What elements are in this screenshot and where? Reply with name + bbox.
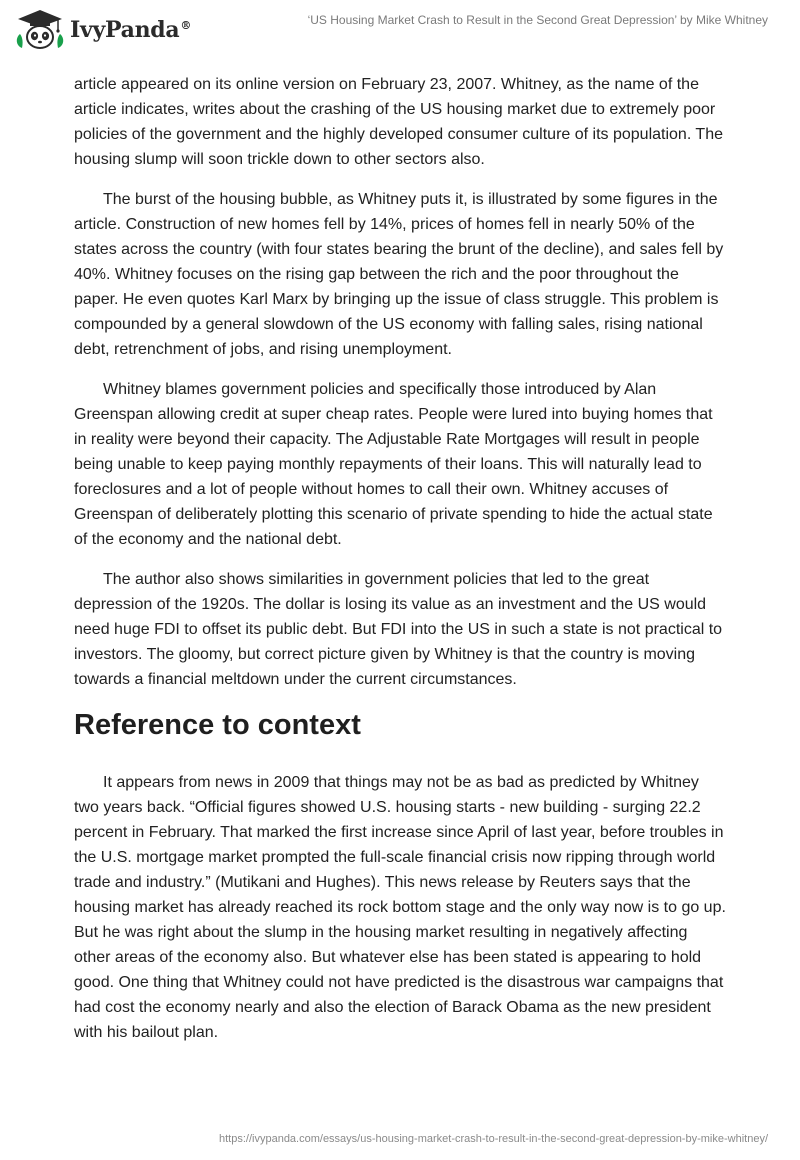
registered-mark: ®	[180, 18, 192, 32]
ivypanda-logo[interactable]	[14, 8, 191, 52]
paragraph: Whitney blames government policies and specifically those introduced by Alan Greenspan allowing credit at super cheap rates. People were lured into buying homes that in reality were beyond their capacity. The Adjustable Rate Mortgages will result in people being unable to keep paying monthly repayments of their loans. This will naturally lead to foreclosures and a lot of people without homes to call their own. Whitney accuses of Greenspan of deliberately plotting this scenario of private spending to hide the actual state of the economy and the national debt.	[74, 381, 713, 548]
running-title: ‘US Housing Market Crash to Result in the Second Great Depression’ by Mike Whitney	[307, 13, 768, 27]
paragraph: It appears from news in 2009 that things may not be as bad as predicted by Whitney two years back. “Official figures showed U.S. housing starts - new building - surging 22.2 percent in February. That marked the first increase since April of last year, before troubles in the U.S. mortgage market prompted the full-scale financial crisis now ripping through world trade and industry.” (Mutikani and Hughes). This news release by Reuters says that the housing market has already reached its rock bottom stage and the only way now is to go up. But he was right about the slump in the housing market resulting in negatively affecting other areas of the economy also. But whatever else has been stated is appearing to hold good. One thing that Whitney could not have predicted is the disastrous war campaigns that had cost the economy nearly and also the election of Barack Obama as the new president with his bailout plan.	[74, 774, 726, 1041]
panda-graduate-icon	[14, 8, 66, 52]
essay-body	[74, 72, 726, 1060]
source-url-link[interactable]: https://ivypanda.com/essays/us-housing-market-crash-to-result-in-the-second-great-depression-by-mike-whitney/	[219, 1133, 768, 1145]
paragraph: The author also shows similarities in government policies that led to the great depression of the 1920s. The dollar is losing its value as an investment and the US would need huge FDI to offset its public debt. But FDI into the US in such a state is not practical to investors. The gloomy, but correct picture given by Whitney is that the country is moving towards a financial meltdown under the current circumstances.	[74, 571, 723, 688]
logo-wordmark: IvyPanda®	[70, 17, 192, 43]
paragraph: The burst of the housing bubble, as Whitney puts it, is illustrated by some figures in the article. Construction of new homes fell by 14%, prices of homes fell in nearly 50% of the states across the country (with four states bearing the brunt of the decline), and sales fell by 40%. Whitney focuses on the rising gap between the rich and the poor throughout the paper. He even quotes Karl Marx by bringing up the issue of class struggle. This problem is compounded by a general slowdown of the US economy with falling sales, rising national debt, retrenchment of jobs, and rising unemployment.	[74, 191, 724, 358]
page-header	[0, 0, 800, 60]
paragraph: article appeared on its online version on February 23, 2007. Whitney, as the name of the article indicates, writes about the crashing of the US housing market due to extremely poor policies of the government and the highly developed consumer culture of its population. The housing slump will soon trickle down to other sectors also.	[74, 76, 723, 168]
section-heading: Reference to context	[74, 709, 361, 741]
